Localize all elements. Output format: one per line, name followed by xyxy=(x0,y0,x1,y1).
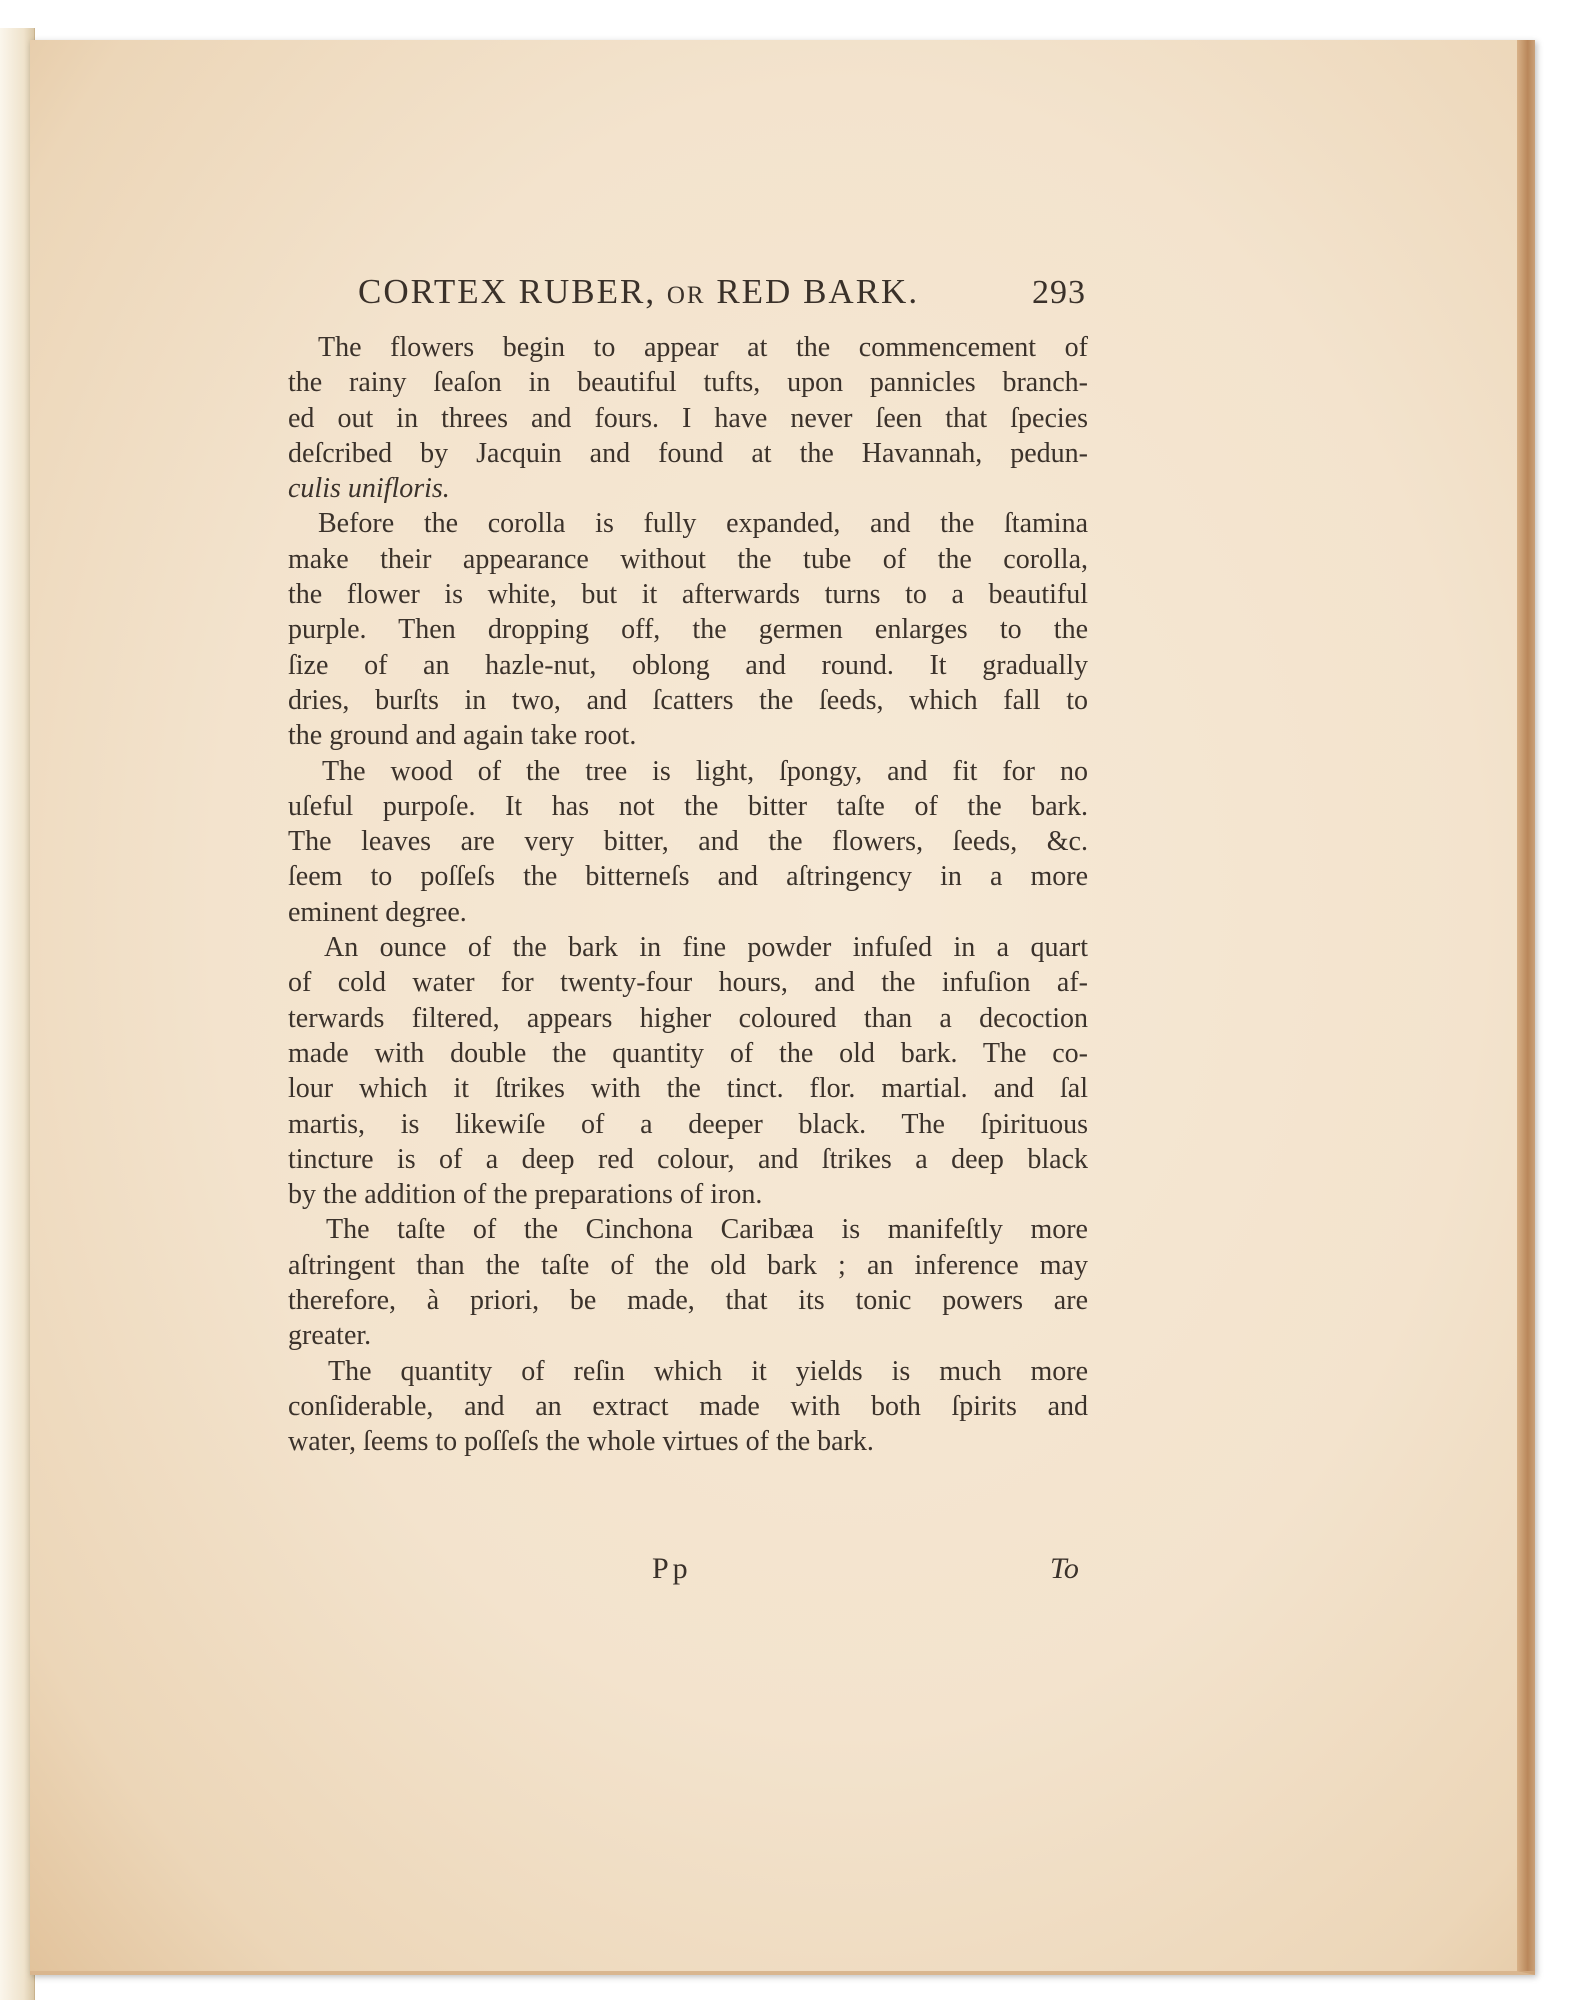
text-line: deſcribed by Jacquin and found at the Havannah, pedun- xyxy=(288,437,1088,469)
text-line: terwards filtered, appears higher coloured than a decoction xyxy=(288,1002,1088,1034)
text-line: The wood of the tree is light, ſpongy, and fit for no xyxy=(322,755,1088,787)
text-line: culis unifloris. xyxy=(288,473,450,505)
text-line: the ground and again take root. xyxy=(288,720,637,752)
body-text xyxy=(288,330,1088,1460)
running-head-part-2: RED BARK. xyxy=(716,272,920,311)
text-line: martis, is likewiſe of a deeper black. The ſpirituous xyxy=(288,1108,1088,1140)
text-line: purple. Then dropping off, the germen enlarges to the xyxy=(288,614,1088,646)
page-number: 293 xyxy=(1032,274,1086,311)
text-line: The leaves are very bitter, and the flowers, ſeeds, &c. xyxy=(288,826,1088,858)
text-line: An ounce of the bark in fine powder infuſed in a quart xyxy=(324,932,1088,964)
text-line: uſeful purpoſe. It has not the bitter taſte of the bark. xyxy=(288,790,1088,822)
running-head xyxy=(358,272,919,312)
text-line: lour which it ſtrikes with the tinct. flor. martial. and ſal xyxy=(288,1073,1088,1105)
text-line: The quantity of reſin which it yields is much more xyxy=(328,1355,1088,1387)
signature-mark: Pp xyxy=(652,1552,692,1585)
text-line: aſtringent than the taſte of the old bark ; an inference may xyxy=(288,1249,1088,1281)
text-line: of cold water for twenty-four hours, and the infuſion af- xyxy=(288,967,1088,999)
text-line: water, ſeems to poſſeſs the whole virtues of the bark. xyxy=(288,1426,874,1458)
text-line: the rainy ſeaſon in beautiful tufts, upon pannicles branch- xyxy=(288,367,1088,399)
text-line: dries, burſts in two, and ſcatters the ſeeds, which fall to xyxy=(288,684,1088,716)
text-line: The flowers begin to appear at the commencement of xyxy=(318,332,1088,363)
text-line: conſiderable, and an extract made with both ſpirits and xyxy=(288,1390,1088,1422)
running-head-or: OR xyxy=(666,282,706,309)
text-line: ſeem to poſſeſs the bitterneſs and aſtringency in a more xyxy=(288,861,1088,893)
book-page xyxy=(30,40,1535,1975)
text-line: ed out in threes and fours. I have never ſeen that ſpecies xyxy=(288,402,1088,434)
text-line: Before the corolla is fully expanded, and the ſtamina xyxy=(318,508,1088,540)
running-head-part-1: CORTEX RUBER, xyxy=(358,272,657,311)
text-line: greater. xyxy=(288,1320,372,1352)
catchword: To xyxy=(1050,1552,1079,1585)
text-line: ſize of an hazle-nut, oblong and round. It gradually xyxy=(288,649,1088,681)
page-header xyxy=(358,272,1086,316)
text-line: make their appearance without the tube of the corolla, xyxy=(288,543,1088,575)
text-line: The taſte of the Cinchona Caribæa is manifeſtly more xyxy=(326,1214,1088,1246)
text-line: therefore, à priori, be made, that its tonic powers are xyxy=(288,1285,1088,1317)
text-line: the flower is white, but it afterwards turns to a beautiful xyxy=(288,579,1088,611)
text-line: made with double the quantity of the old bark. The co- xyxy=(288,1037,1088,1069)
text-line: tincture is of a deep red colour, and ſtrikes a deep black xyxy=(288,1143,1088,1175)
text-line: eminent degree. xyxy=(288,896,467,928)
text-line: by the addition of the preparations of iron. xyxy=(288,1179,763,1211)
